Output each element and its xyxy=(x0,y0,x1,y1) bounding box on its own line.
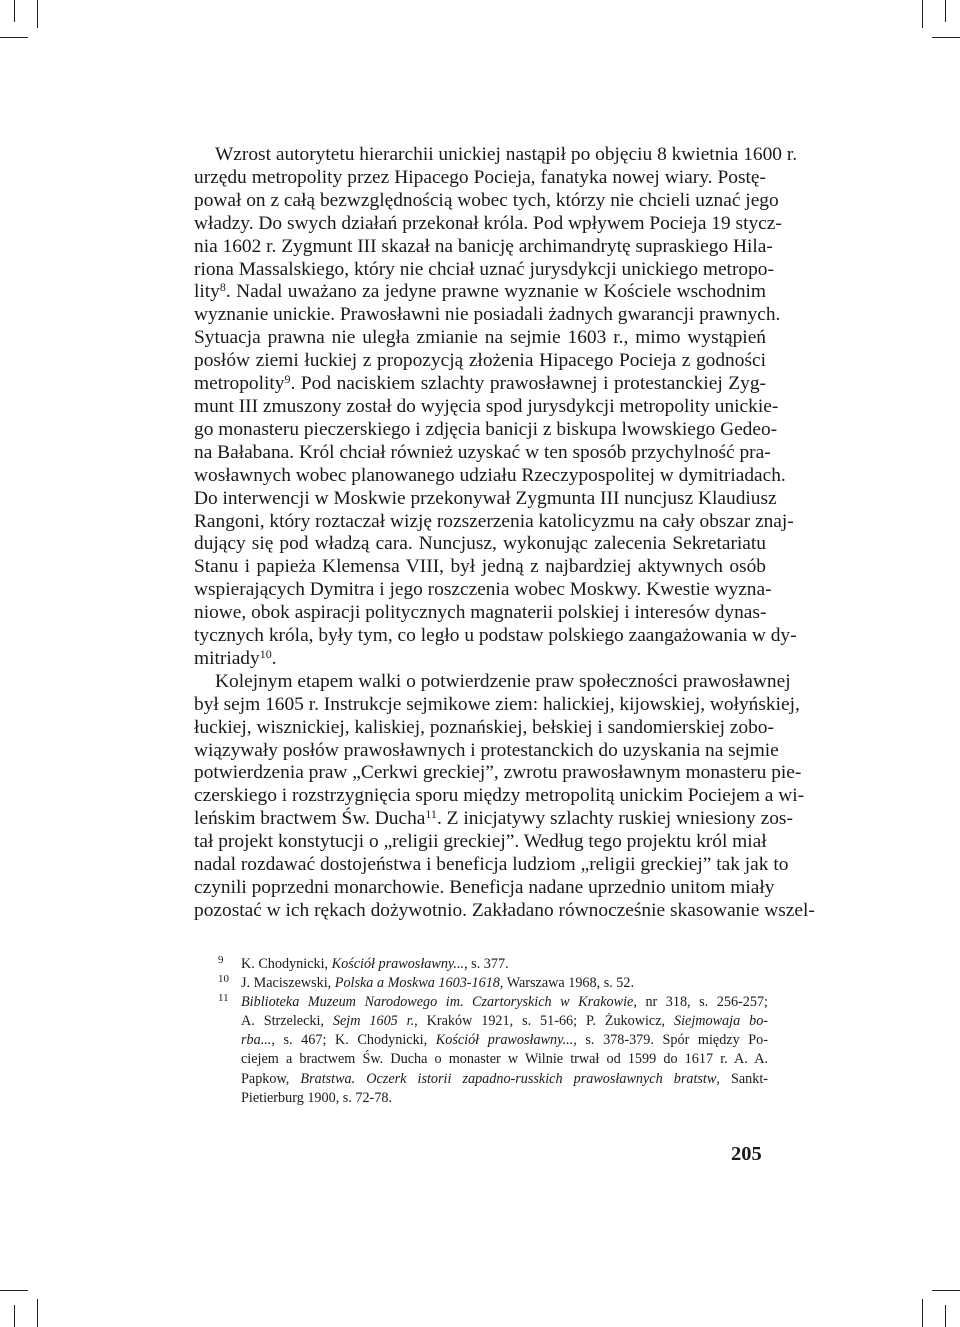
text-line: riona Massalskiego, który nie chciał uznać jurysdykcji unickiego metropo- xyxy=(194,258,774,280)
footnote-10: 10 J. Maciszewski, Polska a Moskwa 1603-1618, Warszawa 1968, s. 52. xyxy=(218,974,768,993)
page-number: 205 xyxy=(731,1143,762,1165)
text-line: władzy. Do swych działań przekonał króla. Pod wpływem Pocieja 19 stycz- xyxy=(194,212,782,234)
text-line: leńskim bractwem Św. Ducha$^{11}$. Z inicjatywy szlachty ruskiej wniesiony zos- xyxy=(194,807,793,830)
text-line: wyznanie unickie. Prawosławni nie posiadali żadnych gwarancji prawnych. xyxy=(194,304,781,326)
text-line: pozostać w ich rękach dożywotnio. Zakładano równocześnie skasowanie wszel- xyxy=(194,899,815,921)
footnote-ref: 11 xyxy=(425,807,437,822)
footnote-ref: 8 xyxy=(219,280,226,295)
text-line: wosławnych wobec planowanego udziału Rzeczypospolitej w dymitriadach. xyxy=(194,464,786,486)
text-line: lity$^8$. Nadal uważano za jedyne prawne wyznanie w Kościele wschodnim xyxy=(194,280,766,303)
text-line: wiązywały posłów prawosławnych i protestanckich do uzyskania na sejmie xyxy=(194,739,779,761)
footnote-number: 9 xyxy=(218,954,224,966)
text-line: urzędu metropolity przez Hipacego Pocieja, fanatyka nowej wiary. Postę- xyxy=(194,166,766,188)
text-line: Do interwencji w Moskwie przekonywał Zygmunta III nuncjusz Klaudiusz xyxy=(194,487,777,509)
text-line: tał projekt konstytucji o „religii greckiej”. Według tego projektu król miał xyxy=(194,831,767,853)
text-line: czynili poprzedni monarchowie. Beneficja nadane uprzednio unitom miały xyxy=(194,877,775,898)
text-line: Rangoni, który roztaczał wizję rozszerzenia katolicyzmu na cały obszar znaj- xyxy=(194,510,794,532)
text-line: nadal rozdawać dostojeństwa i beneficja ludziom „religii greckiej” tak jak to xyxy=(194,854,789,876)
text-line: mitriady$^{10}$. xyxy=(194,646,277,669)
footnote-number: 10 xyxy=(218,973,229,986)
text-line: łuckiej, wisznickiej, kaliskiej, poznańskiej, bełskiej i sandomierskiej zobo- xyxy=(194,716,774,738)
footnote-11: 11 Biblioteka Muzeum Narodowego im. Czartoryskich w Krakowie, nr 318, s. 256-257; A. Strzelecki, Sejm 1605 r., Kraków 1921, s. 51-66; P. Żukowicz, Siejmowaja bo- rba..., s. 467; K. Chodynicki, Kościół prawosławny..., s. 378-379. Spór między Po- ciejem a bractwem Św. Ducha o monaster w Wilnie trwał od 1599 do 1617 r. A. A. Papkow, Bratstwa. Oczerk istorii zapadno-russkich prawosławnych bratstw, Sankt- Pietierburg 1900, s. 72-78. xyxy=(218,993,768,1108)
text-line: go monasteru pieczerskiego i zdjęcia banicji z biskupa lwowskiego Gedeo- xyxy=(194,418,778,440)
text-line: nia 1602 r. Zygmunt III skazał na banicję archimandrytę supraskiego Hila- xyxy=(194,235,773,257)
footnote-ref: 9 xyxy=(284,372,291,387)
text-line: Stanu i papieża Klemensa VIII, był jedną z najbardziej aktywnych osób xyxy=(194,556,766,578)
text-line: munt III zmuszony został do wyjęcia spod jurysdykcji metropolity unickie- xyxy=(194,395,779,417)
text-line: dujący się pod władzą cara. Nuncjusz, wykonując zalecenia Sekretariatu xyxy=(194,533,766,555)
text-line: potwierdzenia praw „Cerkwi greckiej”, zwrotu prawosławnym monasteru pie- xyxy=(194,762,802,784)
text-line: na Bałabana. Król chciał również uzyskać w ten sposób przychylność pra- xyxy=(194,441,771,463)
footnote-9: 9 K. Chodynicki, Kościół prawosławny..., s. 377. xyxy=(218,955,768,974)
text-line: Sytuacja prawna nie uległa zmianie na sejmie 1603 r., mimo wystąpień xyxy=(194,327,766,349)
footnotes xyxy=(218,955,768,1108)
text-line: wspierających Dymitra i jego roszczenia wobec Moskwy. Kwestie wyzna- xyxy=(194,579,772,601)
text-line: posłów ziemi łuckiej z propozycją złożenia Hipacego Pocieja z godności xyxy=(194,350,766,372)
text-line: metropolity$^9$. Pod naciskiem szlachty prawosławnej i protestanckiej Zyg- xyxy=(194,372,766,395)
footnote-ref: 10 xyxy=(259,646,272,661)
text-line: niowe, obok aspiracji politycznych magnaterii polskiej i interesów dynas- xyxy=(194,602,767,624)
main-text xyxy=(194,144,815,923)
text-line: tycznych króla, były tym, co legło u podstaw polskiego zaangażowania w dy- xyxy=(194,625,797,647)
text-line: czerskiego i rozstrzygnięcia sporu między metropolitą unickim Pociejem a wi- xyxy=(194,785,805,807)
text-line: był sejm 1605 r. Instrukcje sejmikowe ziem: halickiej, kijowskiej, wołyńskiej, xyxy=(194,693,800,715)
text-line: Wzrost autorytetu hierarchii unickiej nastąpił po objęciu 8 kwietnia 1600 r. xyxy=(215,144,798,165)
text-line: pował on z całą bezwzględnością wobec tych, którzy nie chcieli uznać jego xyxy=(194,189,779,211)
text-line: Kolejnym etapem walki o potwierdzenie praw społeczności prawosławnej xyxy=(215,670,791,692)
footnote-number: 11 xyxy=(218,992,229,1005)
